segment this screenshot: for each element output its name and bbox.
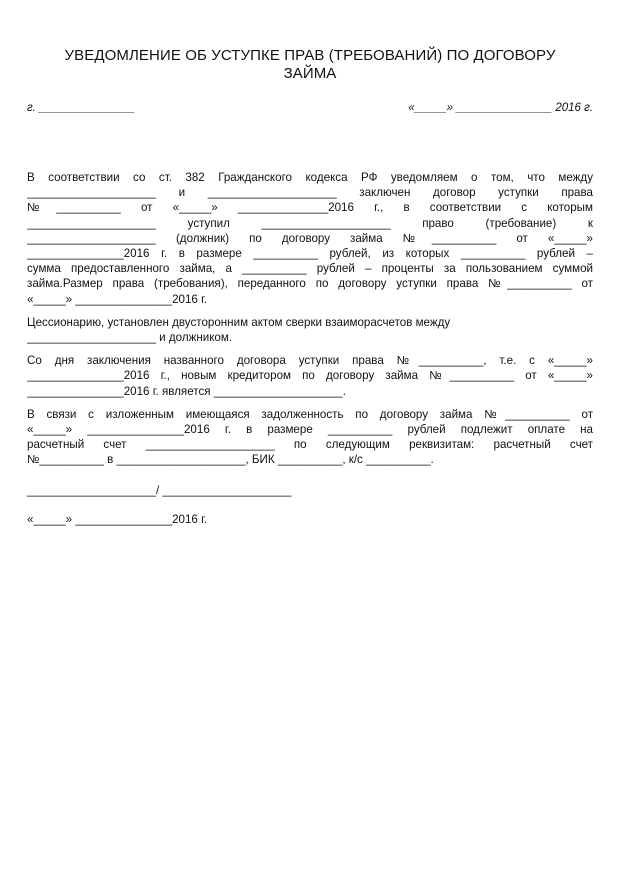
- text-line: ____________________ и ____________________ заключен договор уступки права: [27, 186, 593, 200]
- text-line: В соответствии со ст. 382 Гражданского кодекса РФ уведомляем о том, что между: [27, 171, 593, 184]
- paragraph-payment-details: [27, 407, 593, 468]
- text-line: _______________2016 г. в размере __________ рублей, из которых __________ рублей –: [27, 247, 593, 261]
- text-line: «_____» _______________2016 г. в размере __________ рублей подлежит оплате на: [27, 423, 593, 437]
- text-line: №__________ в ____________________, БИК __________, к/с __________.: [27, 453, 434, 467]
- paragraph-assignment-info: [27, 170, 593, 307]
- text-line: ____________________ и должником.: [27, 331, 233, 345]
- text-line: ____________________ (должник) по договору займа №__________ от «_____»: [27, 231, 593, 245]
- document-date: «_____» _______________ 2016 г.: [408, 102, 593, 114]
- signature-line: ____________________/ ____________________: [27, 484, 292, 497]
- text-line: ____________________ уступил ____________________ право (требование) к: [27, 216, 593, 230]
- text-line: В связи с изложенным имеющаяся задолженность по договору займа №__________ от: [27, 407, 593, 421]
- notice-body: [27, 170, 593, 476]
- text-line: _______________2016 г. является ____________________.: [27, 384, 346, 398]
- title-line-1: УВЕДОМЛЕНИЕ ОБ УСТУПКЕ ПРАВ (ТРЕБОВАНИЙ) ПО ДОГОВОРУ: [64, 47, 556, 64]
- city-field: г. _______________: [27, 102, 135, 114]
- title-line-2: ЗАЙМА: [283, 65, 337, 82]
- text-line: сумма предоставленного займа, а __________ рублей – проценты за пользованием суммой: [27, 262, 593, 276]
- paragraph-new-creditor: [27, 353, 593, 399]
- paragraph-reconciliation: [27, 315, 593, 345]
- text-line: Цессионарию, установлен двусторонним актом сверки взаиморасчетов между: [27, 315, 451, 329]
- text-line: займа.Размер права (требования), переданного по договору уступки права №__________ от: [27, 277, 593, 291]
- text-line: Со дня заключения названного договора уступки права №__________, т.е. с «_____»: [27, 354, 593, 368]
- text-line: №__________ от «_____» ______________2016 г., в соответствии с которым: [27, 201, 593, 215]
- text-line: расчетный счет ____________________ по следующим реквизитам: расчетный счет: [27, 438, 593, 452]
- text-line: _______________2016 г., новым кредитором по договору займа №__________ от «_____»: [27, 369, 593, 383]
- text-line: «_____» _______________2016 г.: [27, 292, 208, 306]
- document-title: [0, 47, 620, 83]
- signature-date: «_____» _______________2016 г.: [27, 513, 208, 526]
